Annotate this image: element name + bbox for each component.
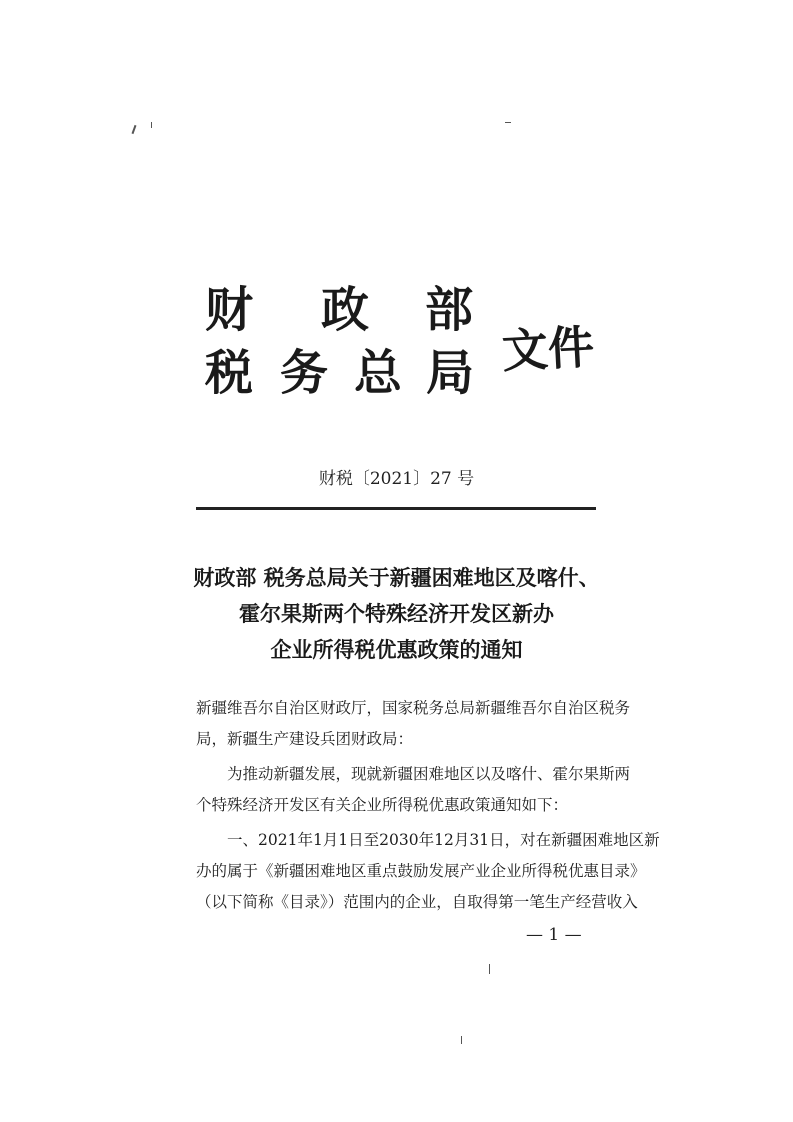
header-document-suffix: 文件 (500, 319, 596, 379)
title-line: 企业所得税优惠政策的通知 (270, 638, 523, 662)
document-title (150, 560, 643, 668)
header-char: 务 (280, 345, 329, 401)
header-char: 政 (321, 282, 370, 338)
header-char: 税 (205, 345, 254, 401)
body-line: 新疆维吾尔自治区财政厅，国家税务总局新疆维吾尔自治区税务 (196, 699, 631, 717)
document-number: 财税〔2021〕27 号 (318, 469, 475, 489)
header-char: 局 (426, 345, 475, 401)
body-line: （以下简称《目录》）范围内的企业，自取得第一笔生产经营收入 (196, 893, 638, 911)
scan-mark (461, 1036, 462, 1044)
body-line: 一、2021年1月1日至2030年12月31日，对在新疆困难地区新 (196, 831, 660, 849)
scan-mark (489, 964, 490, 974)
document-header (0, 0, 793, 420)
header-divider (196, 507, 596, 510)
header-char: 部 (425, 282, 474, 338)
body-line: 局，新疆生产建设兵团财政局： (196, 730, 414, 748)
body-line: 办的属于《新疆困难地区重点鼓励发展产业企业所得税优惠目录》 (196, 862, 646, 880)
body-line: 为推动新疆发展，现就新疆困难地区以及喀什、霍尔果斯两 (196, 765, 631, 783)
title-line: 霍尔果斯两个特殊经济开发区新办 (239, 602, 554, 626)
title-line: 财政部 税务总局关于新疆困难地区及喀什、 (193, 566, 600, 590)
header-char: 财 (205, 282, 254, 338)
header-char: 总 (354, 345, 403, 401)
page-number: — 1 — (526, 925, 582, 945)
body-line: 个特殊经济开发区有关企业所得税优惠政策通知如下： (196, 796, 569, 814)
